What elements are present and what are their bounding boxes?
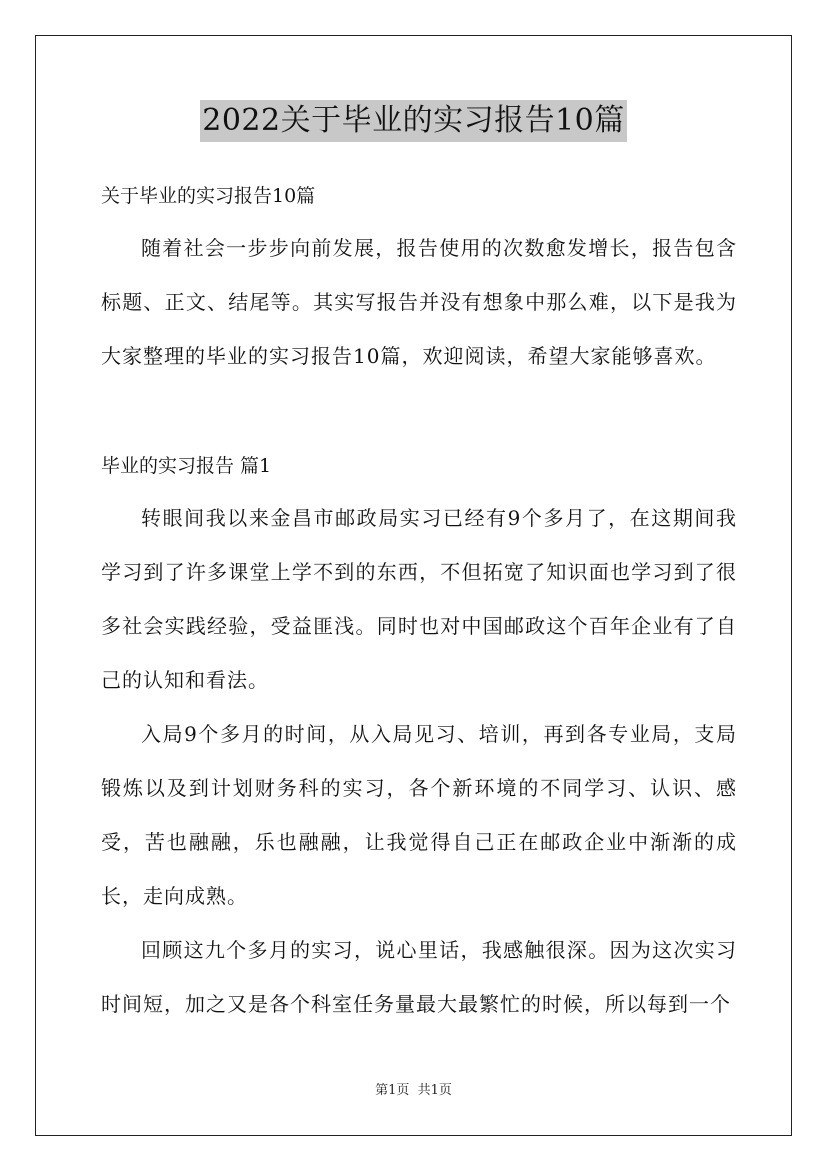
title-container xyxy=(0,100,827,142)
document-subtitle: 关于毕业的实习报告10篇 xyxy=(101,185,316,207)
body-paragraph-2: 入局9个多月的时间，从入局见习、培训，再到各专业局，支局锻炼以及到计划财务科的实习，各个新环境的不同学习、认识、感受，苦也融融，乐也融融，让我觉得自己正在邮政企业中渐渐的成长，走向成熟。 xyxy=(101,722,737,908)
body-paragraph-3: 回顾这九个多月的实习，说心里话，我感触很深。因为这次实习时间短，加之又是各个科室任务量最大最繁忙的时候，所以每到一个 xyxy=(101,938,737,1016)
section-heading: 毕业的实习报告 篇1 xyxy=(101,455,272,477)
body-paragraph-1: 转眼间我以来金昌市邮政局实习已经有9个多月了，在这期间我学习到了许多课堂上学不到的东西，不但拓宽了知识面也学习到了很多社会实践经验，受益匪浅。同时也对中国邮政这个百年企业有了自己的认知和看法。 xyxy=(101,506,737,692)
intro-paragraph: 随着社会一步步向前发展，报告使用的次数愈发增长，报告包含标题、正文、结尾等。其实写报告并没有想象中那么难，以下是我为大家整理的毕业的实习报告10篇，欢迎阅读，希望大家能够喜欢。 xyxy=(101,236,737,368)
page-footer: 第1页 共1页 xyxy=(375,1083,452,1098)
document-title: 2022关于毕业的实习报告10篇 xyxy=(200,100,627,142)
